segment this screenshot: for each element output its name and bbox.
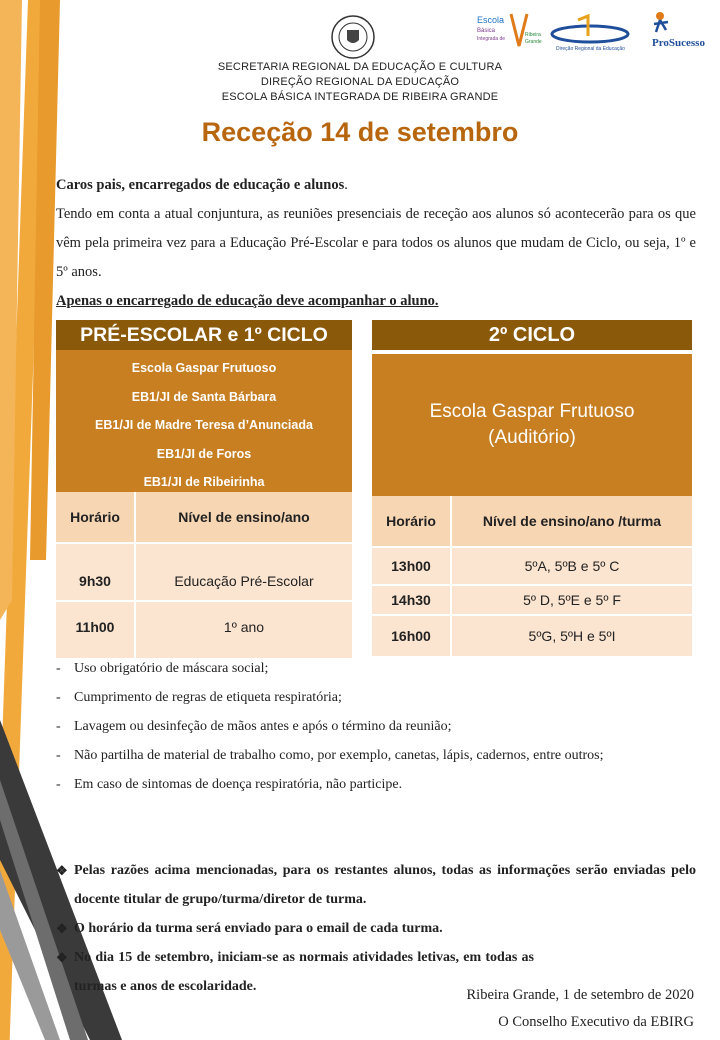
school-item: EB1/JI de Santa Bárbara [131,389,277,404]
row-time: 14h30 [372,586,452,614]
table-header [56,492,352,542]
col-horario: Horário [372,496,452,546]
svg-text:Grande: Grande [525,39,542,45]
table-row [372,614,692,656]
signature-date: Ribeira Grande, 1 de setembro de 2020 [466,987,694,1003]
intro-paragraph: Tendo em conta a atual conjuntura, as reuniões presenciais de receção aos alunos só acontecerão para os que vêm pela primeira vez para a Educação Pré-Escolar e para todos os alunos que mudam de Ciclo, ou seja, 1º e 5º anos. [56,206,696,280]
table-row [56,600,352,658]
svg-text:Direção Regional da Educação: Direção Regional da Educação [556,46,625,52]
row-level: 1º ano [223,619,265,635]
svg-text:Ribeira: Ribeira [525,32,541,38]
school-item: Escola Gaspar Frutuoso [131,361,277,375]
row-time: 16h00 [372,616,452,656]
row-time: 11h00 [56,602,136,658]
list-item: - Em caso de sintomas de doença respiratória, não participe. [56,777,403,792]
signature-signer: O Conselho Executivo da EBIRG [498,1014,694,1030]
table-row [372,584,692,614]
panel-pre-escolar [56,320,352,658]
list-item: - Cumprimento de regras de etiqueta respiratória; [56,690,342,705]
col-nivel: Nível de ensino/ano /turma [482,513,662,529]
table-header [372,496,692,546]
table-row [372,546,692,584]
row-level: Educação Pré-Escolar [174,573,314,589]
diamond-bullet-icon: ❖ [56,921,68,936]
list-item: - Uso obrigatório de máscara social; [56,661,269,676]
crest-icon [330,14,376,60]
row-time: 13h00 [372,548,452,584]
diamond-bullet-icon: ❖ [56,950,68,965]
panel-heading: PRÉ-ESCOLAR e 1º CICLO [56,320,352,350]
school-item: EB1/JI de Madre Teresa d’Anunciada [95,418,313,433]
intro [56,171,696,316]
header-line-1: SECRETARIA REGIONAL DA EDUCAÇÃO E CULTURA [217,61,503,73]
diamond-bullet-icon: ❖ [56,863,68,878]
schedule-table [372,496,692,656]
col-horario: Horário [56,492,136,542]
greeting: Caros pais, encarregados de educação e alunos. [56,177,348,193]
svg-text:Básica: Básica [477,28,496,34]
school-list [56,350,352,492]
school-item: EB1/JI de Ribeirinha [143,475,265,490]
row-level: 5º D, 5ºE e 5º F [523,592,621,608]
venue-box [372,354,692,496]
table-row [56,542,352,600]
list-item: ❖ No dia 15 de setembro, iniciam-se as normais atividades letivas, em todas as turmas e anos de escolaridade. [56,943,696,1001]
col-nivel: Nível de ensino/ano [178,509,310,525]
venue-name: Escola Gaspar Frutuoso [429,401,635,422]
drec-logo [548,12,634,52]
list-item: - Não partilha de material de trabalho como, por exemplo, canetas, lápis, cadernos, entre outros; [56,748,604,763]
svg-text:Integrada de: Integrada de [477,36,506,42]
row-level: 5ºA, 5ºB e 5º C [524,558,620,574]
row-time: 9h30 [56,544,136,600]
panel-2-ciclo [372,320,692,656]
rules-list [56,654,696,799]
list-item: ❖ Pelas razões acima mencionadas, para os restantes alunos, todas as informações serão enviadas pelo docente titular de grupo/turma/diretor de turma. [56,856,696,914]
header-line-2: DIREÇÃO REGIONAL DA EDUCAÇÃO [260,76,460,88]
venue-room: (Auditório) [488,427,576,448]
notes-list [56,856,696,1001]
list-item: ❖ O horário da turma será enviado para o email de cada turma. [56,914,696,943]
notice: Apenas o encarregado de educação deve acompanhar o aluno. [56,293,439,309]
header-line-3: ESCOLA BÁSICA INTEGRADA DE RIBEIRA GRANDE [221,91,499,103]
svg-text:ProSucesso: ProSucesso [652,37,705,49]
school-item: EB1/JI de Foros [156,446,252,461]
row-level: 5ºG, 5ºH e 5ºI [528,628,616,644]
list-item: - Lavagem ou desinfeção de mãos antes e após o término da reunião; [56,719,452,734]
prosucesso-logo [640,8,715,52]
schedule-table [56,492,352,658]
panel-heading: 2º CICLO [372,320,692,350]
page-title: Receção 14 de setembro [201,117,519,147]
escola-basica-logo [475,10,545,54]
svg-text:Escola: Escola [477,15,505,25]
